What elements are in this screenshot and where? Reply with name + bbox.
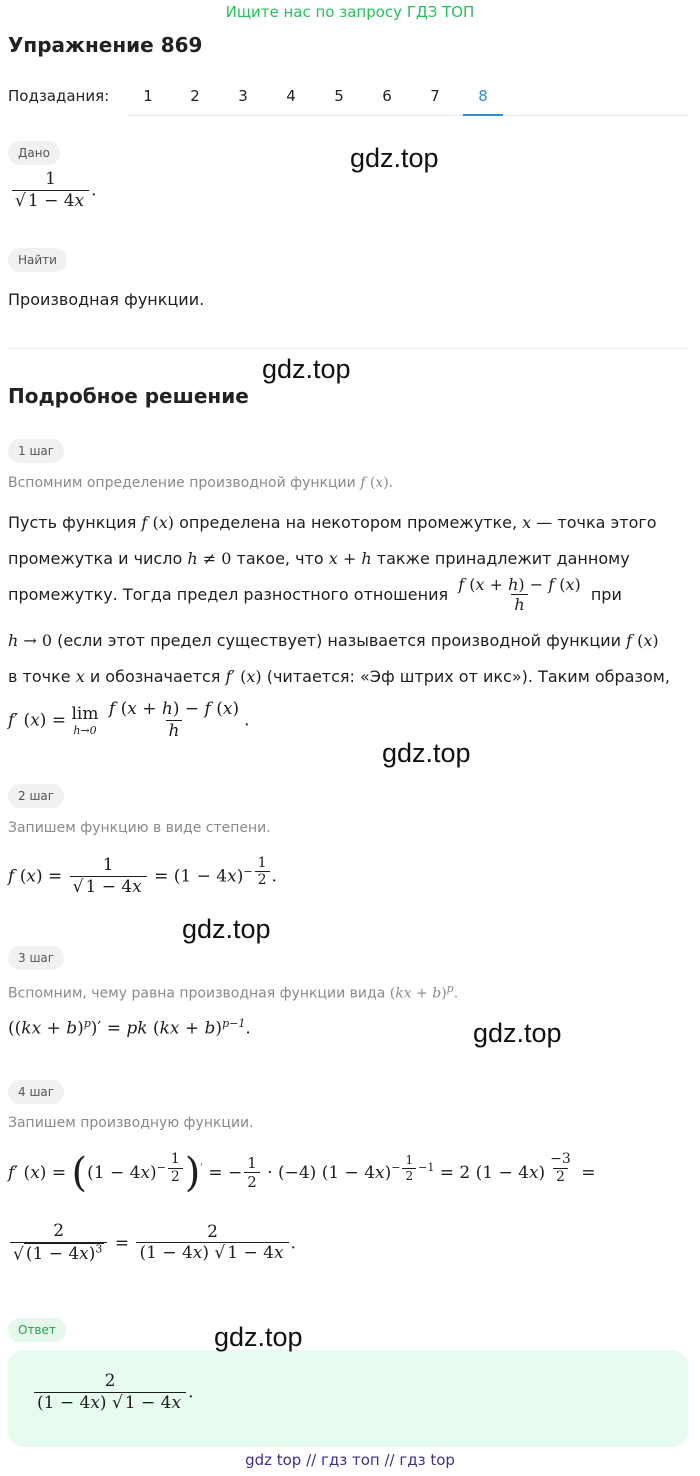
subtasks-tabs [128,78,688,116]
search-banner: Ищите нас по запросу ГДЗ ТОП [225,3,475,21]
tab-4[interactable]: 4 [286,87,296,105]
watermark: gdz.top [350,143,439,173]
find-badge: Найти [8,248,67,272]
answer-badge: Ответ [8,1318,66,1342]
step-1-intro: Вспомним определение производной функции f (x). [8,475,394,491]
step-3-intro: Вспомним, чему равна производная функции вида (kx + b)$^p$. [8,982,459,1002]
watermark: gdz.top [473,1018,562,1048]
step-1-line-5: в точке x и обозначается f′ (x) (читается: «Эф штрих от икс»). Таким образом, [8,667,670,686]
watermark: gdz.top [182,914,271,944]
step-1-line-4: h → 0 (если этот предел существует) называется производной функции f (x) [8,631,659,650]
tab-8[interactable]: 8 [478,87,488,105]
step-4-intro: Запишем производную функции. [8,1115,254,1131]
answer-formula: $\frac{2}{(1 - 4x) √ 1 - 4x}$ . [32,1372,193,1413]
divider [8,348,688,349]
step-3-formula: ((kx + b)$^p$)′ = pk (kx + b)$^{p-1}$. [8,1017,251,1039]
find-text: Производная функции. [8,290,205,309]
watermark: gdz.top [214,1322,303,1352]
tab-6[interactable]: 6 [382,87,392,105]
solution-title: Подробное решение [8,384,249,408]
step-1-line-1: Пусть функция f (x) определена на некотором промежутке, x — точка этого [8,513,657,532]
step-1-line-3: промежутку. Тогда предел разностного отношения $\frac{f (x + h) - f (x)}{h}$ при [8,575,622,615]
step-2-badge: 2 шаг [8,784,64,808]
watermark: gdz.top [262,354,351,384]
tab-1[interactable]: 1 [143,87,153,105]
step-2-intro: Запишем функцию в виде степени. [8,820,271,836]
tab-2[interactable]: 2 [190,87,200,105]
step-1-badge: 1 шаг [8,439,64,463]
tab-5[interactable]: 5 [334,87,344,105]
subtasks-label: Подзадания: [8,87,110,105]
given-formula: $\frac{1}{√ 1 - 4x}$ . [10,170,97,211]
step-2-formula: f (x) = $\frac{1}{√ 1 - 4x}$ = $(1 - 4x)^{- \frac{1}{2}}$ . [8,855,277,897]
step-3-badge: 3 шаг [8,946,64,970]
step-1-line-2: промежутка и число h ≠ 0 такое, что x + h также принадлежит данному [8,549,630,568]
active-tab-indicator [463,114,503,116]
tab-3[interactable]: 3 [238,87,248,105]
derivative-definition-formula: f′ (x) = lim h→0 $\frac{f (x + h) - f (x)}{h}$ . [8,699,250,741]
page-title: Упражнение 869 [8,33,203,57]
tab-7[interactable]: 7 [430,87,440,105]
footer-links[interactable]: gdz top // гдз топ // гдз top [245,1451,455,1469]
step-4-badge: 4 шаг [8,1080,64,1104]
step-4-formula-line-1: f′ $(x) = ((1 - 4x)^{- \frac{1}{2}}$ )′ = − $\frac{1}{2}$ · (−4) $(1 - 4x)^{- \frac{1}{2} -1} = 2$ (1 − 4x) $^{\frac{-3}{2}}$ = [8,1150,596,1196]
given-badge: Дано [8,141,60,165]
watermark: gdz.top [382,738,471,768]
step-4-formula-line-2: $\frac{2}{√ (1 - 4x)^3}$ = $\frac{2}{(1 - 4x) √ 1 - 4x}$ . [8,1222,296,1265]
